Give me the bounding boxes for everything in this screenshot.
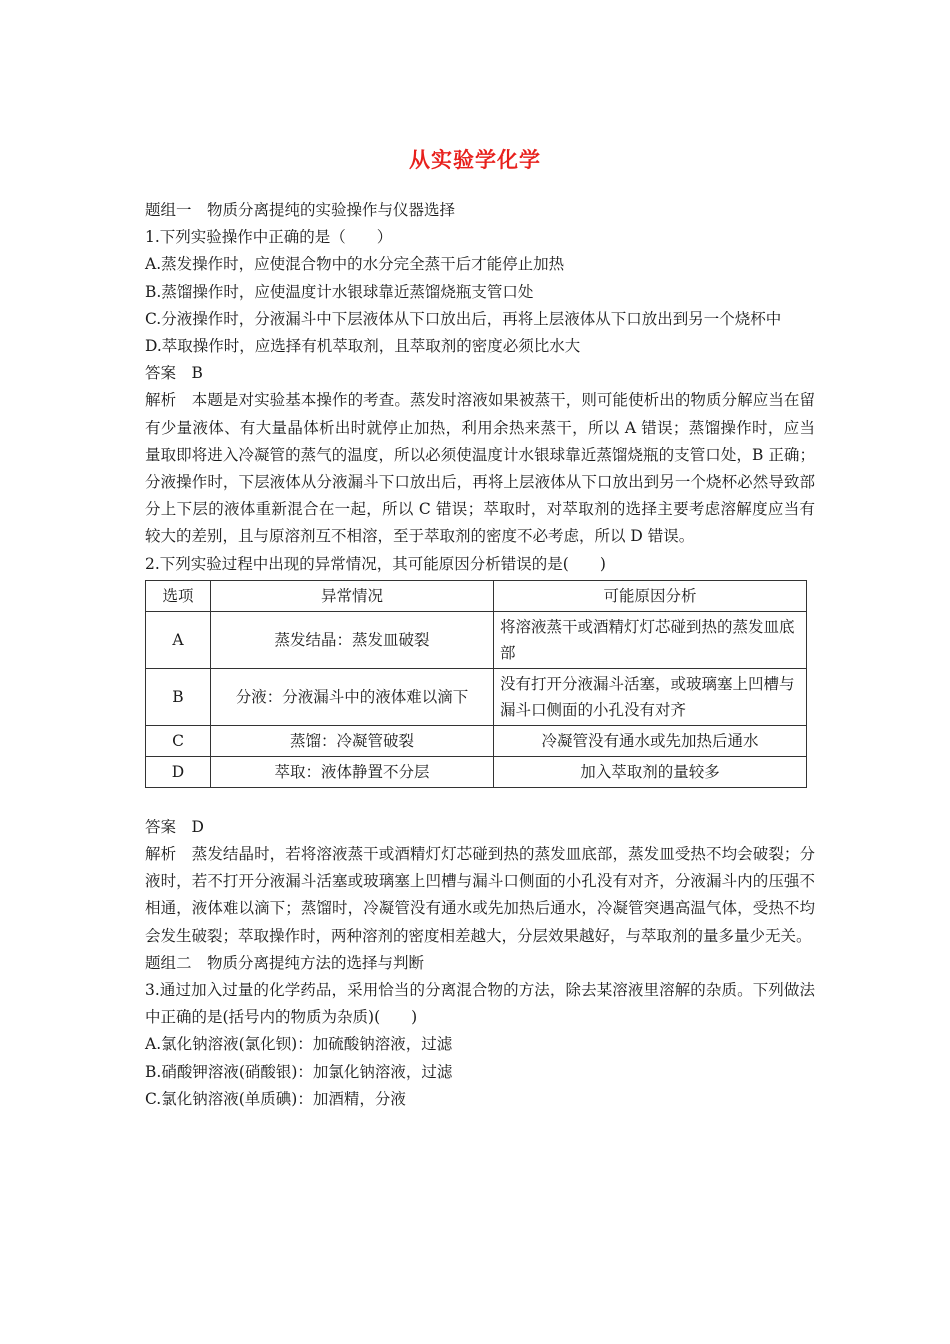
table-header-abnormal: 异常情况 bbox=[211, 580, 494, 611]
question-1-stem: 1.下列实验操作中正确的是（ ） bbox=[145, 228, 393, 247]
table-cell-reason: 加入萃取剂的量较多 bbox=[494, 756, 807, 787]
question-3-stem: 3.通过加入过量的化学药品，采用恰当的分离混合物的方法，除去某溶液里溶解的杂质。下列做法中正确的是(括号内的物质为杂质)( ) bbox=[145, 981, 815, 1027]
question-2-analysis: 解析 蒸发结晶时，若将溶液蒸干或酒精灯灯芯碰到热的蒸发皿底部，蒸发皿受热不均会破裂；分液时，若不打开分液漏斗活塞或玻璃塞上凹槽与漏斗口侧面的小孔没有对齐，分液漏斗内的压强不相通，液体难以滴下；蒸馏时，冷凝管没有通水或先加热后通水，冷凝管突遇高温气体，受热不均会发生破裂；萃取操作时，两种溶剂的密度相差越大，分层效果越好，与萃取剂的量多量少无关。 bbox=[145, 845, 815, 945]
table-header-option: 选项 bbox=[146, 580, 211, 611]
table-cell-option: A bbox=[146, 611, 211, 668]
table-cell-abnormal: 蒸发结晶：蒸发皿破裂 bbox=[211, 611, 494, 668]
question-3-option-a: A.氯化钠溶液(氯化钡)：加硫酸钠溶液，过滤 bbox=[145, 1035, 453, 1054]
question-1-option-c: C.分液操作时，分液漏斗中下层液体从下口放出后，再将上层液体从下口放出到另一个烧杯中 bbox=[145, 309, 782, 328]
table-cell-abnormal: 萃取：液体静置不分层 bbox=[211, 756, 494, 787]
table-cell-abnormal: 蒸馏：冷凝管破裂 bbox=[211, 725, 494, 756]
table-cell-abnormal: 分液：分液漏斗中的液体难以滴下 bbox=[211, 668, 494, 725]
question-3-option-c: C.氯化钠溶液(单质碘)：加酒精，分液 bbox=[145, 1089, 406, 1108]
table-cell-reason: 没有打开分液漏斗活塞，或玻璃塞上凹槽与漏斗口侧面的小孔没有对齐 bbox=[494, 668, 807, 725]
question-1-answer: 答案 B bbox=[145, 364, 203, 383]
table-header-row bbox=[146, 580, 807, 611]
document-body bbox=[145, 197, 815, 1113]
page-title: 从实验学化学 bbox=[409, 148, 541, 172]
table-cell-option: C bbox=[146, 725, 211, 756]
table-cell-option: B bbox=[146, 668, 211, 725]
table-cell-reason: 将溶液蒸干或酒精灯灯芯碰到热的蒸发皿底部 bbox=[494, 611, 807, 668]
table-row bbox=[146, 756, 807, 787]
question-2-answer: 答案 D bbox=[145, 817, 204, 836]
question-1-option-a: A.蒸发操作时，应使混合物中的水分完全蒸干后才能停止加热 bbox=[145, 255, 565, 274]
question-1-analysis: 解析 本题是对实验基本操作的考查。蒸发时溶液如果被蒸干，则可能使析出的物质分解应当在留有少量液体、有大量晶体析出时就停止加热，利用余热来蒸干，所以 A 错误；蒸馏操作时，应当量取即将进入冷凝管的蒸气的温度，所以必须使温度计水银球靠近蒸馏烧瓶的支管口处，B 正确；分液操作时，下层液体从分液漏斗下口放出后，再将上层液体从下口放出到另一个烧杯必然导致部分上下层的液体重新混合在一起，所以 C 错误；萃取时，对萃取剂的选择主要考虑溶解度应当有较大的差别，且与原溶剂互不相溶，至于萃取剂的密度不必考虑，所以 D 错误。 bbox=[145, 391, 815, 546]
group-heading-1: 题组一 物质分离提纯的实验操作与仪器选择 bbox=[145, 201, 456, 219]
group-heading-2: 题组二 物质分离提纯方法的选择与判断 bbox=[145, 953, 425, 972]
question-1-option-d: D.萃取操作时，应选择有机萃取剂，且萃取剂的密度必须比水大 bbox=[145, 337, 581, 356]
question-1-option-b: B.蒸馏操作时，应使温度计水银球靠近蒸馏烧瓶支管口处 bbox=[145, 282, 534, 301]
question-2-table bbox=[145, 580, 807, 788]
table-row bbox=[146, 668, 807, 725]
question-3-option-b: B.硝酸钾溶液(硝酸银)：加氯化钠溶液，过滤 bbox=[145, 1062, 453, 1081]
table-header-reason: 可能原因分析 bbox=[494, 580, 807, 611]
table-cell-option: D bbox=[146, 756, 211, 787]
table-row bbox=[146, 725, 807, 756]
question-2-stem: 2.下列实验过程中出现的异常情况，其可能原因分析错误的是( ) bbox=[145, 554, 606, 573]
table-row bbox=[146, 611, 807, 668]
table-cell-reason: 冷凝管没有通水或先加热后通水 bbox=[494, 725, 807, 756]
